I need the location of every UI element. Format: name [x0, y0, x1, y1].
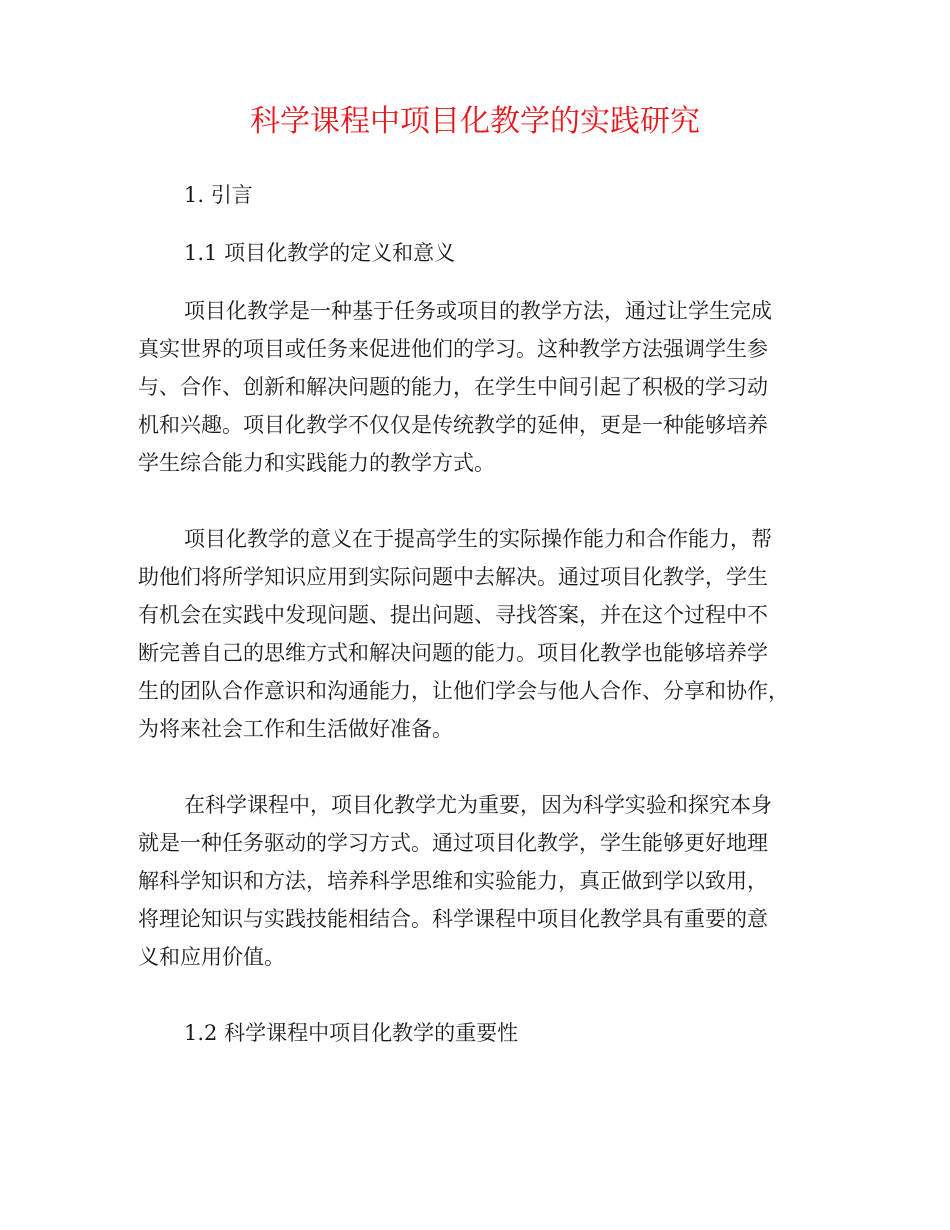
paragraph-line: 将理论知识与实践技能相结合。科学课程中项目化教学具有重要的意: [138, 907, 768, 931]
paragraph-line: 与、合作、创新和解决问题的能力，在学生中间引起了积极的学习动: [138, 375, 768, 399]
section-heading-introduction: 1. 引言: [184, 183, 253, 207]
paragraph-line: 项目化教学的意义在于提高学生的实际操作能力和合作能力，帮: [184, 527, 772, 551]
paragraph-line: 就是一种任务驱动的学习方式。通过项目化教学，学生能够更好地理: [138, 831, 768, 855]
section-heading-importance: 1.2 科学课程中项目化教学的重要性: [184, 1021, 519, 1045]
paragraph-line: 机和兴趣。项目化教学不仅仅是传统教学的延伸，更是一种能够培养: [138, 413, 768, 437]
paragraph-line: 解科学知识和方法，培养科学思维和实验能力，真正做到学以致用，: [138, 869, 768, 893]
paragraph-line: 有机会在实践中发现问题、提出问题、寻找答案，并在这个过程中不: [138, 603, 768, 627]
paragraph-line: 真实世界的项目或任务来促进他们的学习。这种教学方法强调学生参: [138, 337, 768, 361]
paragraph-line: 助他们将所学知识应用到实际问题中去解决。通过项目化教学，学生: [138, 565, 768, 589]
paragraph-line: 为将来社会工作和生活做好准备。: [138, 717, 453, 741]
paragraph-line: 义和应用价值。: [138, 945, 285, 969]
paragraph-line: 在科学课程中，项目化教学尤为重要，因为科学实验和探究本身: [184, 793, 772, 817]
section-heading-definition: 1.1 项目化教学的定义和意义: [184, 241, 456, 265]
paragraph-line: 学生综合能力和实践能力的教学方式。: [138, 451, 495, 475]
paragraph-line: 生的团队合作意识和沟通能力，让他们学会与他人合作、分享和协作，: [138, 679, 789, 703]
paragraph-line: 项目化教学是一种基于任务或项目的教学方法，通过让学生完成: [184, 299, 772, 323]
paragraph-line: 断完善自己的思维方式和解决问题的能力。项目化教学也能够培养学: [138, 641, 768, 665]
document-title: 科学课程中项目化教学的实践研究: [250, 104, 700, 139]
